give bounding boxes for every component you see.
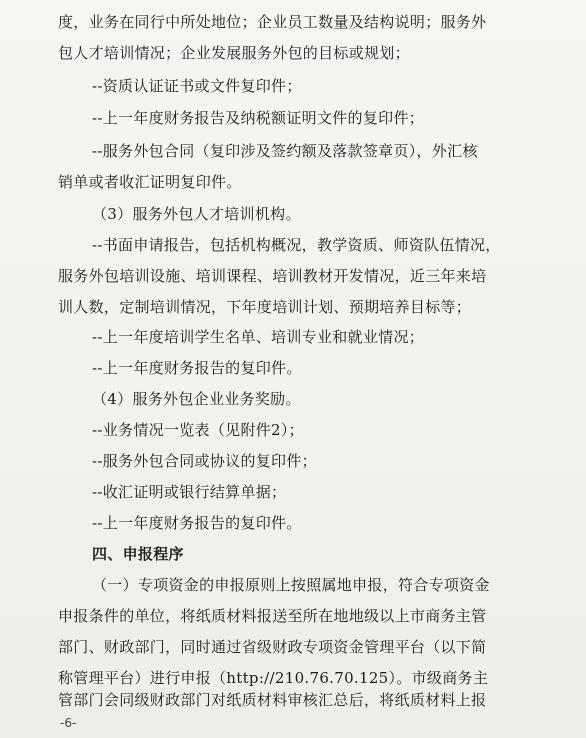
text-line: 称管理平台）进行申报（http://210.76.70.125）。市级商务主 [58, 669, 489, 687]
text-line: --上一年度财务报告及纳税额证明文件的复印件； [92, 109, 425, 127]
text-line: --服务外包合同或协议的复印件； [92, 452, 317, 470]
text-line: 销单或者收汇证明复印件。 [58, 173, 242, 191]
text-line: 申报条件的单位，将纸质材料报送至所在地地级以上市商务主管 [58, 607, 487, 625]
text-line: --书面申请报告，包括机构概况，教学资质、师资队伍情况， [92, 236, 501, 254]
page-number: -6- [60, 716, 77, 730]
text-line: 服务外包培训设施、培训课程、培训教材开发情况，近三年来培 [58, 267, 487, 285]
text-line: 管部门会同级财政部门对纸质材料审核汇总后，将纸质材料上报 [58, 691, 487, 709]
text-line: 度，业务在同行中所处地位；企业员工数量及结构说明；服务外 [58, 13, 487, 31]
text-line: 训人数，定制培训情况，下年度培训计划、预期培养目标等； [58, 298, 472, 316]
text-line: 包人才培训情况；企业发展服务外包的目标或规划； [58, 44, 410, 62]
text-line: --服务外包合同（复印涉及签约额及落款签章页），外汇核 [92, 142, 478, 160]
text-line: --上一年度财务报告的复印件。 [92, 359, 302, 377]
section-heading-4: （4）服务外包企业业务奖励。 [92, 390, 301, 408]
text-line: 部门、财政部门，同时通过省级财政专项资金管理平台（以下简 [58, 638, 487, 656]
text-line: （一）专项资金的申报原则上按照属地申报，符合专项资金 [92, 576, 490, 594]
text-line: --资质认证证书或文件复印件； [92, 77, 302, 95]
text-line: --上一年度财务报告的复印件。 [92, 514, 302, 532]
text-line: --业务情况一览表（见附件2）； [92, 421, 304, 439]
section-heading-3: （3）服务外包人才培训机构。 [92, 205, 301, 223]
text-line: --收汇证明或银行结算单据； [92, 483, 287, 501]
section-title-application-procedure: 四、申报程序 [92, 545, 184, 563]
text-line: --上一年度培训学生名单、培训专业和就业情况； [92, 328, 425, 346]
